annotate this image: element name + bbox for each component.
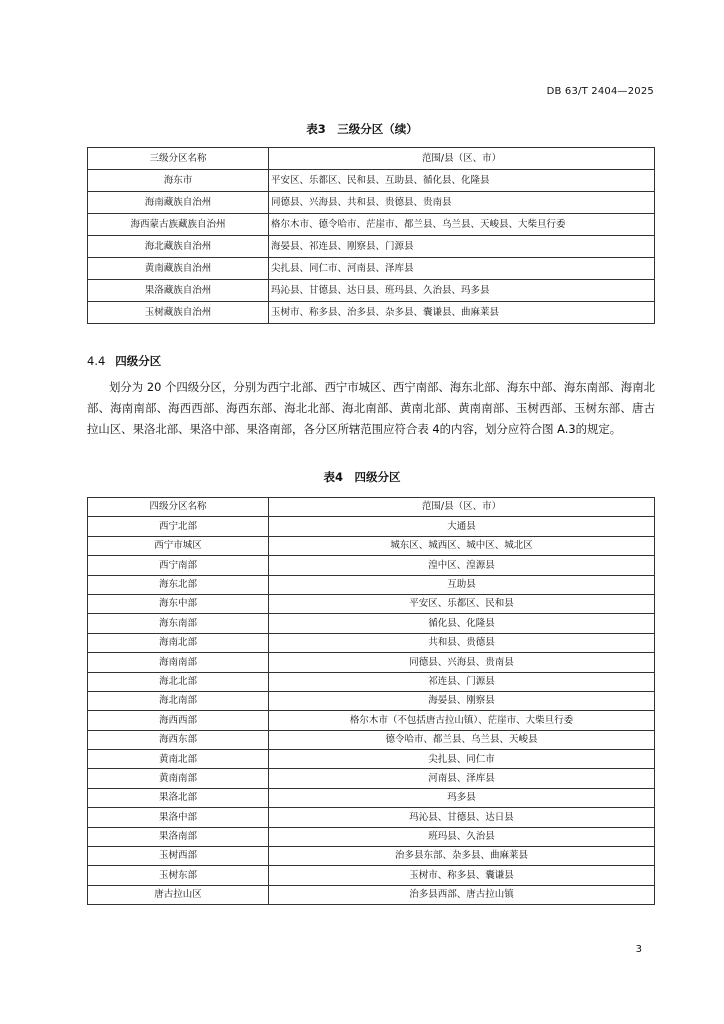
zone-name-cell: 海南藏族自治州 bbox=[88, 192, 269, 214]
table-row bbox=[88, 517, 655, 536]
scope-cell: 玉树市、称多县、囊谦县 bbox=[269, 866, 655, 885]
section-heading bbox=[87, 353, 161, 369]
scope-cell: 湟中区、湟源县 bbox=[269, 556, 655, 575]
scope-cell: 班玛县、久治县 bbox=[269, 827, 655, 846]
table-row bbox=[88, 258, 655, 280]
zone-name-cell: 果洛南部 bbox=[88, 827, 269, 846]
table-row bbox=[88, 536, 655, 555]
zone-name-cell: 海北北部 bbox=[88, 672, 269, 691]
zone-name-cell: 海西蒙古族藏族自治州 bbox=[88, 214, 269, 236]
table-row bbox=[88, 192, 655, 214]
zone-name-cell: 海东南部 bbox=[88, 614, 269, 633]
scope-cell: 同德县、兴海县、共和县、贵德县、贵南县 bbox=[269, 192, 655, 214]
scope-cell: 玛沁县、甘德县、达日县 bbox=[269, 808, 655, 827]
section-paragraph: 划分为 20 个四级分区，分别为西宁北部、西宁市城区、西宁南部、海东北部、海东中部、海东南部、海南北部、海南南部、海西西部、海西东部、海北北部、海北南部、黄南北部、黄南南部、玉树西部、玉树东部、唐古拉山区、果洛北部、果洛中部、果洛南部，各分区所辖范围应符合表 4的内容，划分应符合图 A.3的规定。 bbox=[87, 380, 655, 436]
table-row bbox=[88, 808, 655, 827]
table3 bbox=[87, 147, 655, 324]
zone-name-cell: 海北藏族自治州 bbox=[88, 236, 269, 258]
zone-name-cell: 果洛藏族自治州 bbox=[88, 280, 269, 302]
table-row bbox=[88, 302, 655, 324]
table-row bbox=[88, 214, 655, 236]
table-header-row bbox=[88, 148, 655, 170]
scope-cell: 尖扎县、同仁市、河南县、泽库县 bbox=[269, 258, 655, 280]
table-row bbox=[88, 653, 655, 672]
scope-cell: 格尔木市、德令哈市、茫崖市、都兰县、乌兰县、天峻县、大柴旦行委 bbox=[269, 214, 655, 236]
table-row bbox=[88, 633, 655, 652]
zone-name-cell: 海西东部 bbox=[88, 730, 269, 749]
section-number: 4.4 bbox=[87, 354, 106, 368]
table-row bbox=[88, 866, 655, 885]
scope-cell: 互助县 bbox=[269, 575, 655, 594]
zone-name-cell: 黄南南部 bbox=[88, 769, 269, 788]
scope-cell: 城东区、城西区、城中区、城北区 bbox=[269, 536, 655, 555]
scope-cell: 同德县、兴海县、贵南县 bbox=[269, 653, 655, 672]
zone-name-cell: 唐古拉山区 bbox=[88, 885, 269, 904]
table-row bbox=[88, 730, 655, 749]
scope-cell: 平安区、乐都区、民和县、互助县、循化县、化隆县 bbox=[269, 170, 655, 192]
zone-name-cell: 海东市 bbox=[88, 170, 269, 192]
table-row bbox=[88, 691, 655, 710]
zone-name-cell: 玉树藏族自治州 bbox=[88, 302, 269, 324]
column-header-scope: 范围/县（区、市） bbox=[269, 498, 655, 517]
table-row bbox=[88, 750, 655, 769]
table-row bbox=[88, 280, 655, 302]
zone-name-cell: 玉树西部 bbox=[88, 847, 269, 866]
scope-cell: 玉树市、称多县、治多县、杂多县、囊谦县、曲麻莱县 bbox=[269, 302, 655, 324]
table-row bbox=[88, 847, 655, 866]
scope-cell: 海晏县、祁连县、刚察县、门源县 bbox=[269, 236, 655, 258]
table-header-row bbox=[88, 498, 655, 517]
table-row bbox=[88, 711, 655, 730]
table-row bbox=[88, 827, 655, 846]
section-title: 四级分区 bbox=[115, 354, 162, 368]
zone-name-cell: 西宁南部 bbox=[88, 556, 269, 575]
table3-caption: 表3 三级分区（续） bbox=[306, 122, 418, 136]
zone-name-cell: 海北南部 bbox=[88, 691, 269, 710]
scope-cell: 共和县、贵德县 bbox=[269, 633, 655, 652]
zone-name-cell: 果洛中部 bbox=[88, 808, 269, 827]
scope-cell: 海晏县、刚察县 bbox=[269, 691, 655, 710]
zone-name-cell: 海南北部 bbox=[88, 633, 269, 652]
page-number: 3 bbox=[635, 944, 642, 955]
table-row bbox=[88, 594, 655, 613]
zone-name-cell: 黄南藏族自治州 bbox=[88, 258, 269, 280]
zone-name-cell: 海东中部 bbox=[88, 594, 269, 613]
column-header-name: 三级分区名称 bbox=[88, 148, 269, 170]
scope-cell: 河南县、泽库县 bbox=[269, 769, 655, 788]
table-row bbox=[88, 788, 655, 807]
table-row bbox=[88, 614, 655, 633]
scope-cell: 大通县 bbox=[269, 517, 655, 536]
table-row bbox=[88, 575, 655, 594]
table-row bbox=[88, 170, 655, 192]
table-row bbox=[88, 236, 655, 258]
scope-cell: 循化县、化隆县 bbox=[269, 614, 655, 633]
table-row bbox=[88, 769, 655, 788]
table-row bbox=[88, 885, 655, 904]
scope-cell: 格尔木市（不包括唐古拉山镇）、茫崖市、大柴旦行委 bbox=[269, 711, 655, 730]
scope-cell: 德令哈市、都兰县、乌兰县、天峻县 bbox=[269, 730, 655, 749]
table-row bbox=[88, 556, 655, 575]
standard-code: DB 63/T 2404—2025 bbox=[546, 86, 654, 97]
zone-name-cell: 海南南部 bbox=[88, 653, 269, 672]
zone-name-cell: 海西西部 bbox=[88, 711, 269, 730]
column-header-scope: 范围/县（区、市） bbox=[269, 148, 655, 170]
scope-cell: 祁连县、门源县 bbox=[269, 672, 655, 691]
column-header-name: 四级分区名称 bbox=[88, 498, 269, 517]
table4 bbox=[87, 497, 655, 905]
table-row bbox=[88, 672, 655, 691]
zone-name-cell: 果洛北部 bbox=[88, 788, 269, 807]
zone-name-cell: 海东北部 bbox=[88, 575, 269, 594]
zone-name-cell: 西宁市城区 bbox=[88, 536, 269, 555]
scope-cell: 玛沁县、甘德县、达日县、班玛县、久治县、玛多县 bbox=[269, 280, 655, 302]
scope-cell: 平安区、乐都区、民和县 bbox=[269, 594, 655, 613]
zone-name-cell: 玉树东部 bbox=[88, 866, 269, 885]
table4-caption: 表4 四级分区 bbox=[323, 470, 401, 484]
zone-name-cell: 西宁北部 bbox=[88, 517, 269, 536]
scope-cell: 玛多县 bbox=[269, 788, 655, 807]
scope-cell: 治多县东部、杂多县、曲麻莱县 bbox=[269, 847, 655, 866]
zone-name-cell: 黄南北部 bbox=[88, 750, 269, 769]
scope-cell: 尖扎县、同仁市 bbox=[269, 750, 655, 769]
scope-cell: 治多县西部、唐古拉山镇 bbox=[269, 885, 655, 904]
